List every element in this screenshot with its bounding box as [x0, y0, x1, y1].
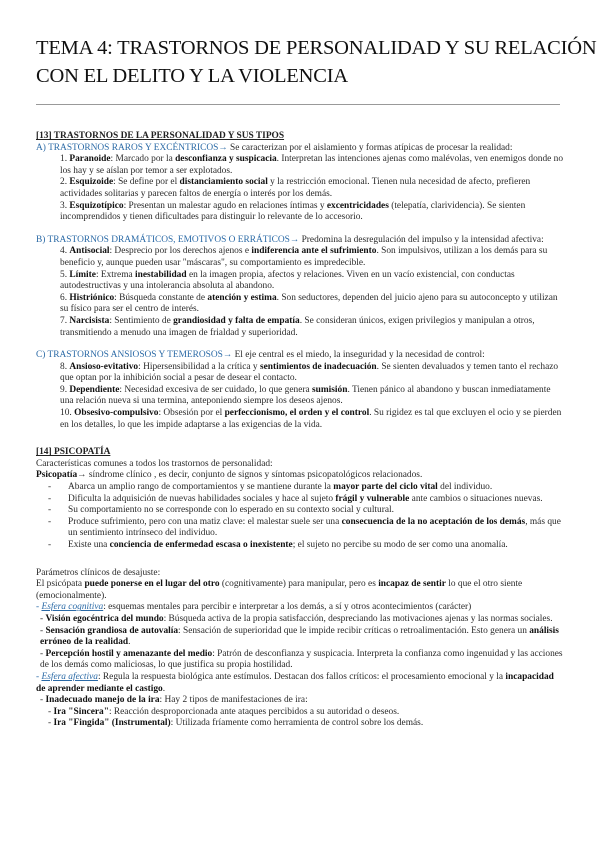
psychopathy-definition: Psicopatía→ síndrome clínico , es decir, conjunto de signos y síntomas psicopatológicos relacionados.	[36, 470, 423, 481]
list-item: - Dificulta la adquisición de nuevas habilidades sociales y hace al sujeto frágil y vulnerable ante cambios o situaciones nuevas.	[48, 493, 543, 504]
group-a-label: A) TRASTORNOS RAROS Y EXCÉNTRICOS→	[36, 142, 228, 153]
list-item: 3. Esquizotípico: Presentan un malestar agudo en relaciones íntimas y excentricidades (telepatía, clarividencia). Se sienten incomprendidos y tienen dificultades para distinguir lo relevante de lo accesorio.	[60, 200, 526, 223]
grandiose-self-worth: - Sensación grandiosa de autovalía: Sensación de superioridad que le impide recibir críticas o retroalimentación. Esto genera un análisis erróneo de la realidad.	[40, 625, 559, 648]
list-item: 2. Esquizoide: Se define por el distanciamiento social y la restricción emocional. Tienen nula necesidad de afecto, prefieren actividades solitarias y parecen faltos de energía o interés por los demás.	[60, 177, 531, 199]
list-item: - Abarca un amplio rango de comportamientos y se mantiene durante la mayor parte del ciclo vital del individuo.	[48, 482, 493, 493]
affective-sphere-label: Esfera afectiva	[41, 671, 98, 682]
list-item: 1. Paranoide: Marcado por la desconfianza y suspicacia. Interpretan las intenciones ajenas como malévolas, ven enemigos donde no los hay y se aíslan por temor a ser explotados.	[60, 154, 564, 176]
egocentric-view: - Visión egocéntrica del mundo: Búsqueda activa de la propia satisfacción, despreciando las motivaciones ajenas y las normas sociales.	[40, 613, 553, 624]
title-line-1: TEMA 4: TRASTORNOS DE PERSONALIDAD Y SU RELACIÓN	[36, 37, 597, 59]
section-14-heading: [14] PSICOPATÍA	[36, 447, 111, 458]
bullet-dash: -	[48, 540, 52, 550]
affective-sphere: - Esfera afectiva: Regula la respuesta biológica ante estímulos. Destacan dos fallos críticos: el procesamiento emocional y la incapacidad de aprender mediante el castigo.	[36, 671, 554, 694]
title-line-2: CON EL DELITO Y LA VIOLENCIA	[36, 65, 348, 87]
list-item: - Existe una conciencia de enfermedad escasa o inexistente; el sujeto no percibe su modo de ser como una anomalía.	[48, 540, 508, 550]
section-14-intro: Características comunes a todos los trastornos de personalidad:	[36, 458, 273, 469]
bullet-dash: -	[48, 516, 52, 527]
page-title	[36, 34, 597, 90]
bullet-dash: -	[48, 493, 52, 504]
document-body	[36, 131, 564, 730]
sincere-anger: - Ira "Sincera": Reacción desproporcionada ante ataques percibidos a su autoridad o deseos.	[48, 706, 400, 717]
list-item: - Su comportamiento no se corresponde con lo esperado en su contexto social y cultural.	[48, 505, 394, 516]
cognitive-sphere-label: Esfera cognitiva	[41, 602, 104, 613]
bullet-dash: -	[48, 482, 52, 493]
list-item: 7. Narcisista: Sentimiento de grandiosidad y falta de empatía. Se consideran únicos, exigen privilegios y manipulan a otros, transmitiendo a menudo una imagen de frialdad y superioridad.	[60, 315, 535, 338]
anger-management: - Inadecuado manejo de la ira: Hay 2 tipos de manifestaciones de ira:	[40, 695, 308, 706]
bullet-dash: -	[48, 505, 52, 516]
hostile-perception: - Percepción hostil y amenazante del medio: Patrón de desconfianza y suspicacia. Interpreta la confianza como ingenuidad y las acciones de los demás como maliciosas, lo que justifica su propia hostilidad.	[40, 648, 563, 671]
list-item: 5. Límite: Extrema inestabilidad en la imagen propia, afectos y relaciones. Viven en un vacío existencial, con conductas autodestructivas y una intolerancia absoluta al abandono.	[60, 269, 515, 292]
section-13-heading: [13] TRASTORNOS DE LA PERSONALIDAD Y SUS TIPOS	[36, 131, 285, 141]
list-item: 9. Dependiente: Necesidad excesiva de ser cuidado, lo que genera sumisión. Tienen pánico al abandono y buscan inmediatamente una relación nueva si una termina, anteponiendo siempre los deseos ajenos.	[60, 384, 551, 407]
title-divider	[36, 104, 560, 105]
list-item: 10. Obsesivo-compulsivo: Obsesión por el perfeccionismo, el orden y el control. Su rigidez es tal que excluyen el ocio y se pierden en los detalles, lo que les impide adaptarse a las exigencias de la vida.	[60, 408, 562, 430]
group-c-intro: C) TRASTORNOS ANSIOSOS Y TEMEROSOS→ El eje central es el miedo, la inseguridad y la necesidad de control:	[36, 350, 485, 361]
list-item: 6. Histriónico: Búsqueda constante de atención y estima. Son seductores, dependen del juicio ajeno para su autoconcepto y utilizan su físico para ser el centro de interés.	[60, 292, 558, 315]
feigned-anger: - Ira "Fingida" (Instrumental): Utilizada fríamente como herramienta de control sobre los demás.	[48, 718, 424, 729]
group-c-label: C) TRASTORNOS ANSIOSOS Y TEMEROSOS→	[36, 350, 233, 361]
cognitive-sphere: - Esfera cognitiva: esquemas mentales para percibir e interpretar a los demás, a sí y otros acontecimientos (carácter)	[36, 602, 472, 613]
parameters-paragraph: El psicópata puede ponerse en el lugar del otro (cognitivamente) para manipular, pero es incapaz de sentir lo que el otro siente (emocionalmente).	[36, 579, 523, 601]
list-item: 8. Ansioso-evitativo: Hipersensibilidad a la crítica y sentimientos de inadecuación. Se sienten devaluados y temen tanto el rechazo que optan por la inhibición social a pesar de desear el contacto.	[60, 361, 559, 384]
parameters-heading: Parámetros clínicos de desajuste:	[36, 567, 161, 578]
group-b-label: B) TRASTORNOS DRAMÁTICOS, EMOTIVOS O ERRÁTICOS→	[36, 234, 300, 245]
group-b-intro: B) TRASTORNOS DRAMÁTICOS, EMOTIVOS O ERRÁTICOS→ Predomina la desregulación del impulso y la intensidad afectiva:	[36, 234, 544, 245]
group-a-intro: A) TRASTORNOS RAROS Y EXCÉNTRICOS→ Se caracterizan por el aislamiento y formas atípicas de procesar la realidad:	[36, 142, 513, 153]
list-item: - Produce sufrimiento, pero con una matiz clave: el malestar suele ser una consecuencia de la no aceptación de los demás, más que un sentimiento intrínseco del individuo.	[48, 516, 561, 539]
list-item: 4. Antisocial: Desprecio por los derechos ajenos e indiferencia ante el sufrimiento. Son impulsivos, utilizan a los demás para su beneficio y, aunque pueden usar "máscaras", su comportamiento es impredecible.	[60, 246, 548, 268]
